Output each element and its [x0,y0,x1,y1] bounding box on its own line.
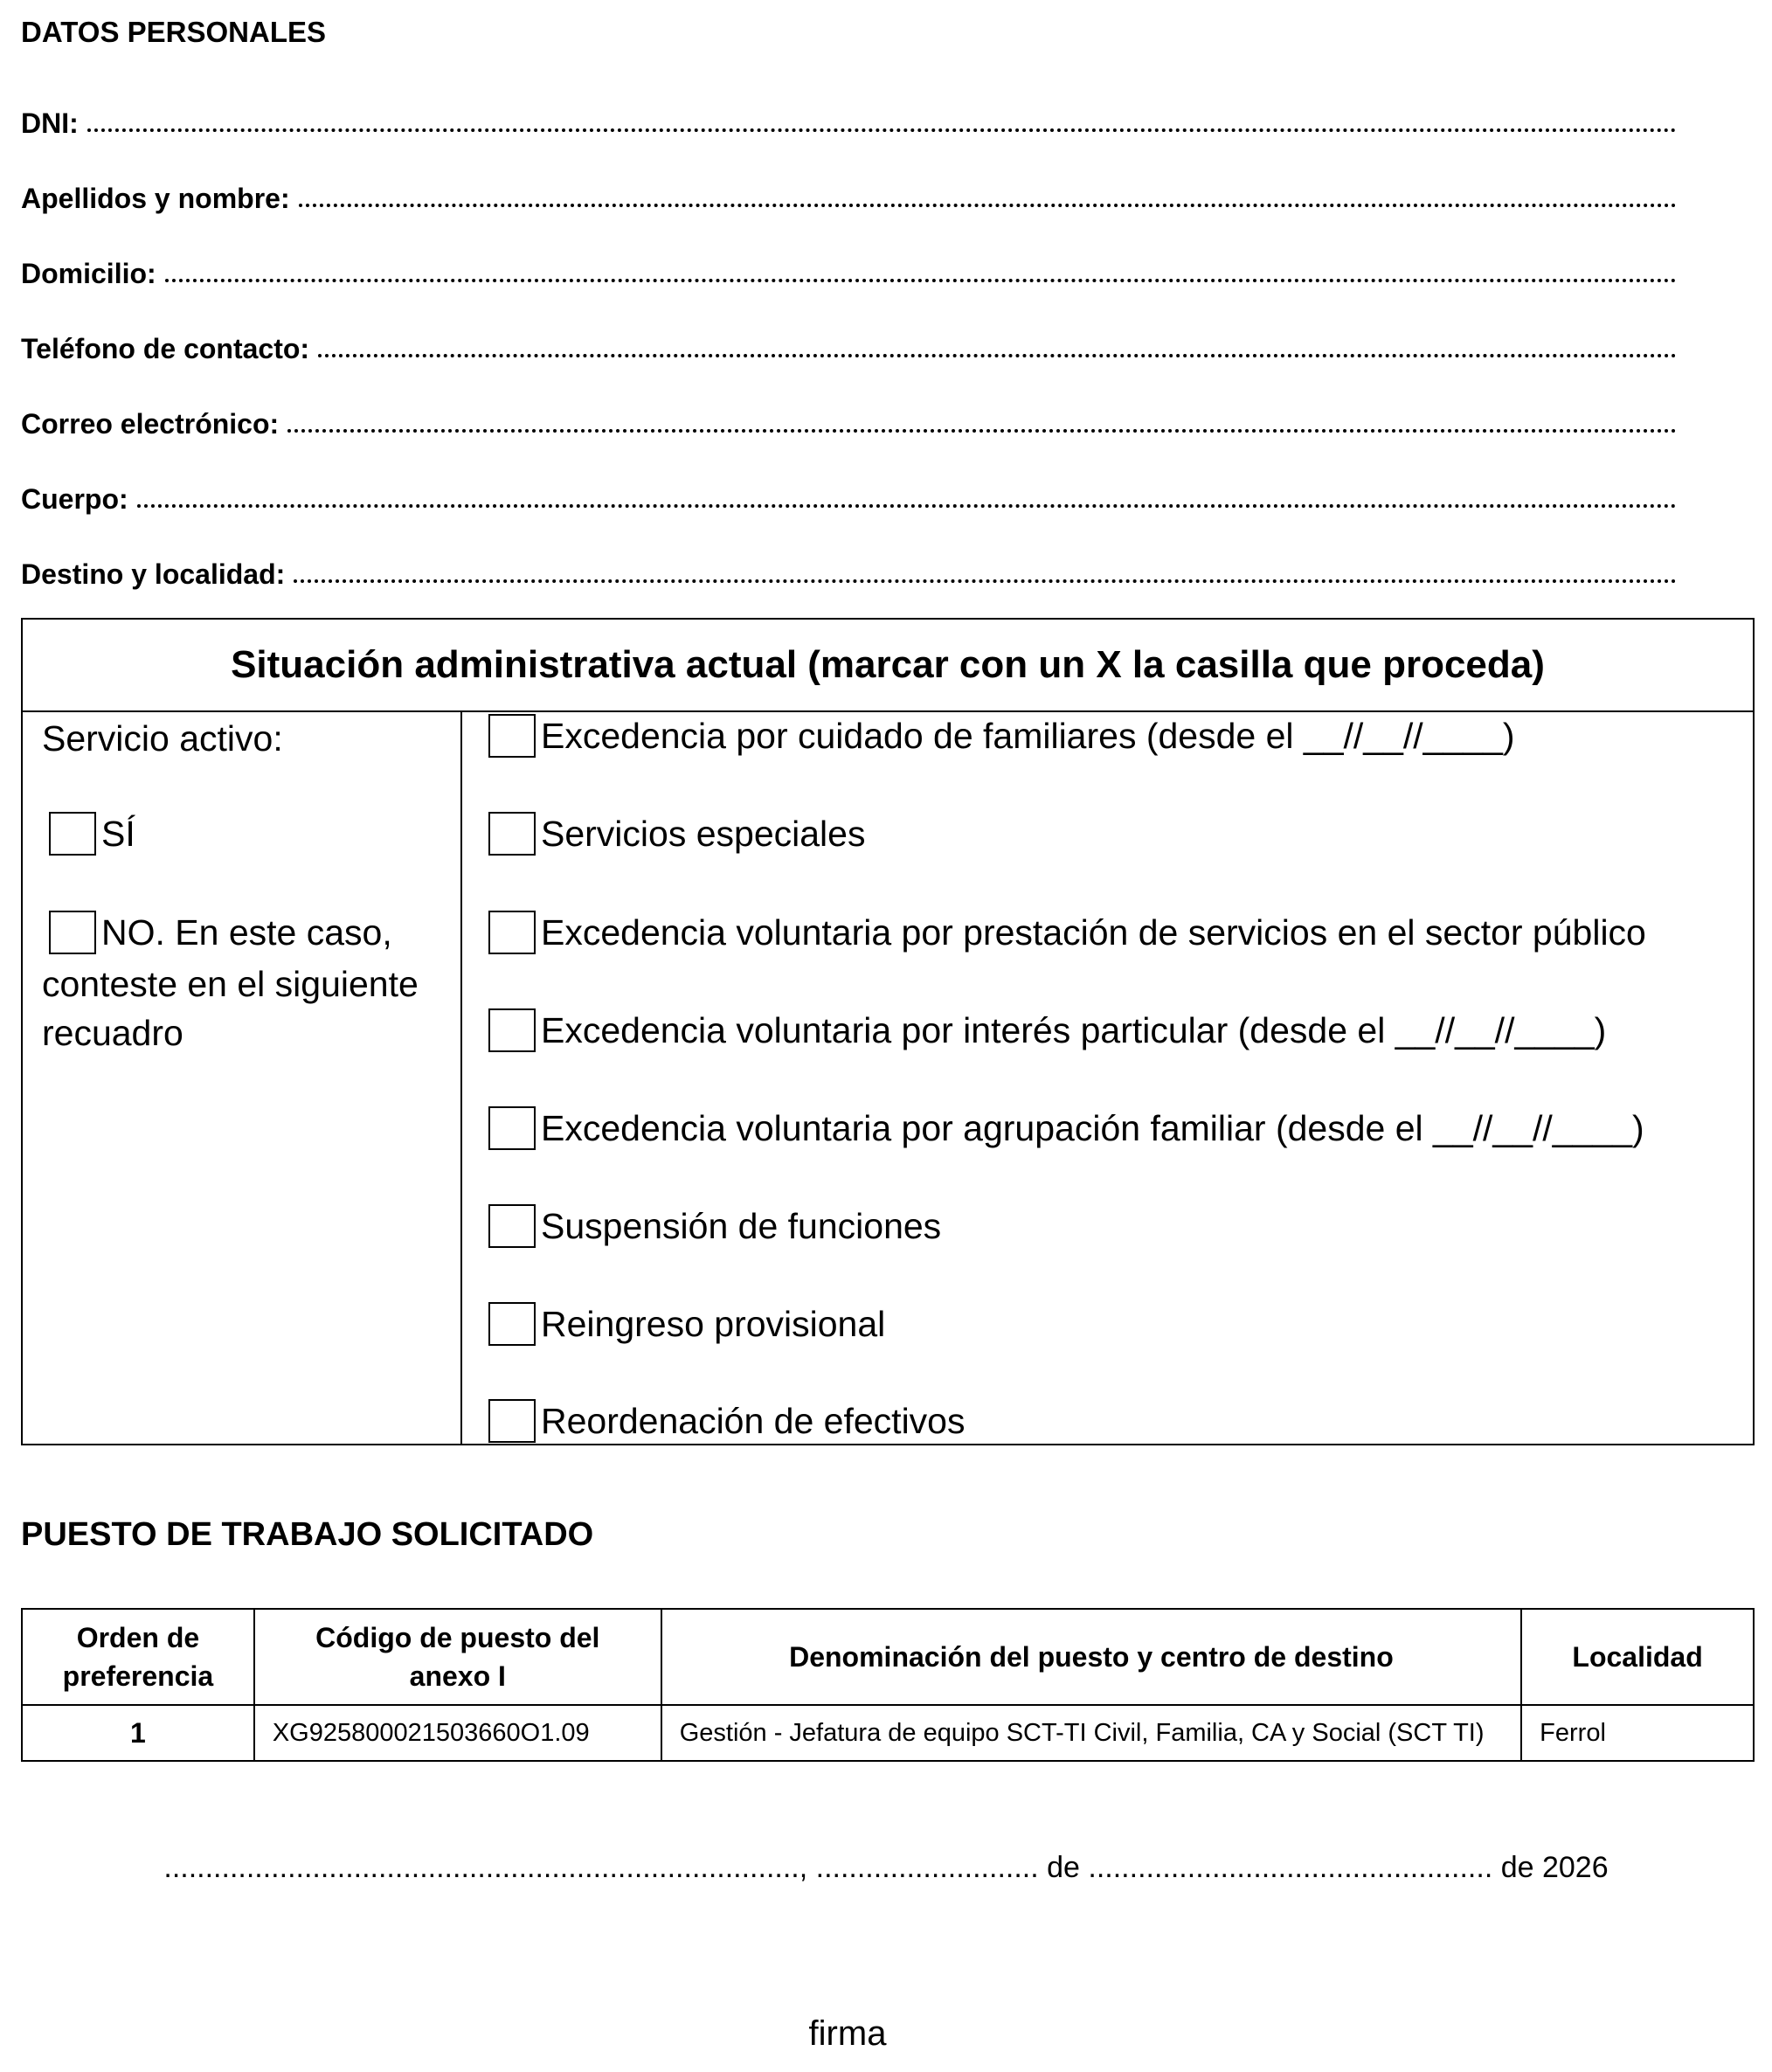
provisional-reentry-label: Reingreso provisional [541,1303,886,1344]
job-table-header [22,1609,1754,1705]
private-interest-label: Excedencia voluntaria por interés particular (desde el __//__//____) [541,1009,1607,1050]
place-date-line[interactable]: ............................................................................., ........................... de ................................................. de 2026 [163,1851,1609,1884]
active-yes-option[interactable] [49,812,135,856]
suspension-checkbox[interactable] [488,1204,536,1248]
destination-field[interactable] [21,552,1677,591]
situation-heading: Situación administrativa actual (marcar con un X la casilla que proceda) [23,620,1753,712]
table-row [22,1705,1754,1761]
active-no-text-line2: conteste en el siguiente [42,964,419,1004]
address-dotted-line[interactable] [165,279,1677,282]
col-order-line2: preferencia [62,1660,214,1692]
provisional-reentry-checkbox[interactable] [488,1302,536,1346]
option-provisional-reentry[interactable] [488,1302,885,1346]
active-no-option[interactable] [49,911,392,954]
name-field[interactable] [21,177,1677,215]
col-locality-header: Localidad [1521,1609,1754,1705]
dni-dotted-line[interactable] [87,128,1677,132]
active-no-label: NO. En este caso, [101,911,392,953]
administrative-situation-box [21,618,1755,1445]
email-label: Correo electrónico: [21,408,280,440]
name-dotted-line[interactable] [299,204,1677,207]
special-services-label: Servicios especiales [541,813,866,854]
active-service-label: Servicio activo: [42,718,283,759]
signature-label: firma [808,2014,887,2053]
staff-reorganization-checkbox[interactable] [488,1399,536,1443]
col-name-header: Denominación del puesto y centro de destino [661,1609,1521,1705]
corps-label: Cuerpo: [21,483,128,515]
family-care-checkbox[interactable] [488,714,536,758]
option-special-services[interactable] [488,812,865,856]
family-care-label: Excedencia por cuidado de familiares (desde el __//__//____) [541,715,1515,756]
col-order-line1: Orden de [76,1622,200,1653]
staff-reorganization-label: Reordenación de efectivos [541,1400,966,1441]
destination-dotted-line[interactable] [294,579,1677,583]
phone-label: Teléfono de contacto: [21,333,310,364]
active-no-checkbox[interactable] [49,911,96,954]
public-sector-label: Excedencia voluntaria por prestación de servicios en el sector público [541,911,1646,953]
email-dotted-line[interactable] [287,429,1677,433]
email-field[interactable] [21,402,1677,440]
row-order: 1 [22,1705,254,1761]
public-sector-checkbox[interactable] [488,911,536,954]
option-suspension[interactable] [488,1204,941,1248]
col-order-header [22,1609,254,1705]
active-yes-checkbox[interactable] [49,812,96,856]
dni-label: DNI: [21,107,79,139]
destination-label: Destino y localidad: [21,558,286,590]
option-staff-reorganization[interactable] [488,1399,965,1443]
special-services-checkbox[interactable] [488,812,536,856]
active-no-text-line3: recuadro [42,1013,183,1053]
option-private-interest-leave[interactable] [488,1008,1606,1052]
situation-column-divider [460,712,462,1444]
personal-data-title: DATOS PERSONALES [21,16,326,48]
option-public-sector-leave[interactable] [488,911,1646,954]
row-name: Gestión - Jefatura de equipo SCT-TI Civil, Familia, CA y Social (SCT TI) [661,1705,1521,1761]
active-yes-label: SÍ [101,813,135,854]
job-table [21,1608,1755,1762]
family-grouping-label: Excedencia voluntaria por agrupación familiar (desde el __//__//____) [541,1107,1644,1148]
phone-field[interactable] [21,327,1677,365]
option-family-grouping-leave[interactable] [488,1106,1644,1150]
row-code: XG925800021503660O1.09 [254,1705,661,1761]
col-code-line2: anexo I [409,1660,506,1692]
phone-dotted-line[interactable] [318,354,1677,357]
option-family-care-leave[interactable] [488,714,1515,758]
corps-dotted-line[interactable] [137,504,1677,508]
suspension-label: Suspensión de funciones [541,1205,942,1246]
col-code-line1: Código de puesto del [315,1622,600,1653]
private-interest-checkbox[interactable] [488,1008,536,1052]
row-locality: Ferrol [1521,1705,1754,1761]
name-label: Apellidos y nombre: [21,183,290,214]
family-grouping-checkbox[interactable] [488,1106,536,1150]
col-code-header [254,1609,661,1705]
job-requested-title: PUESTO DE TRABAJO SOLICITADO [21,1516,594,1553]
address-label: Domicilio: [21,258,156,289]
dni-field[interactable] [21,101,1677,140]
corps-field[interactable] [21,477,1677,516]
address-field[interactable] [21,252,1677,290]
